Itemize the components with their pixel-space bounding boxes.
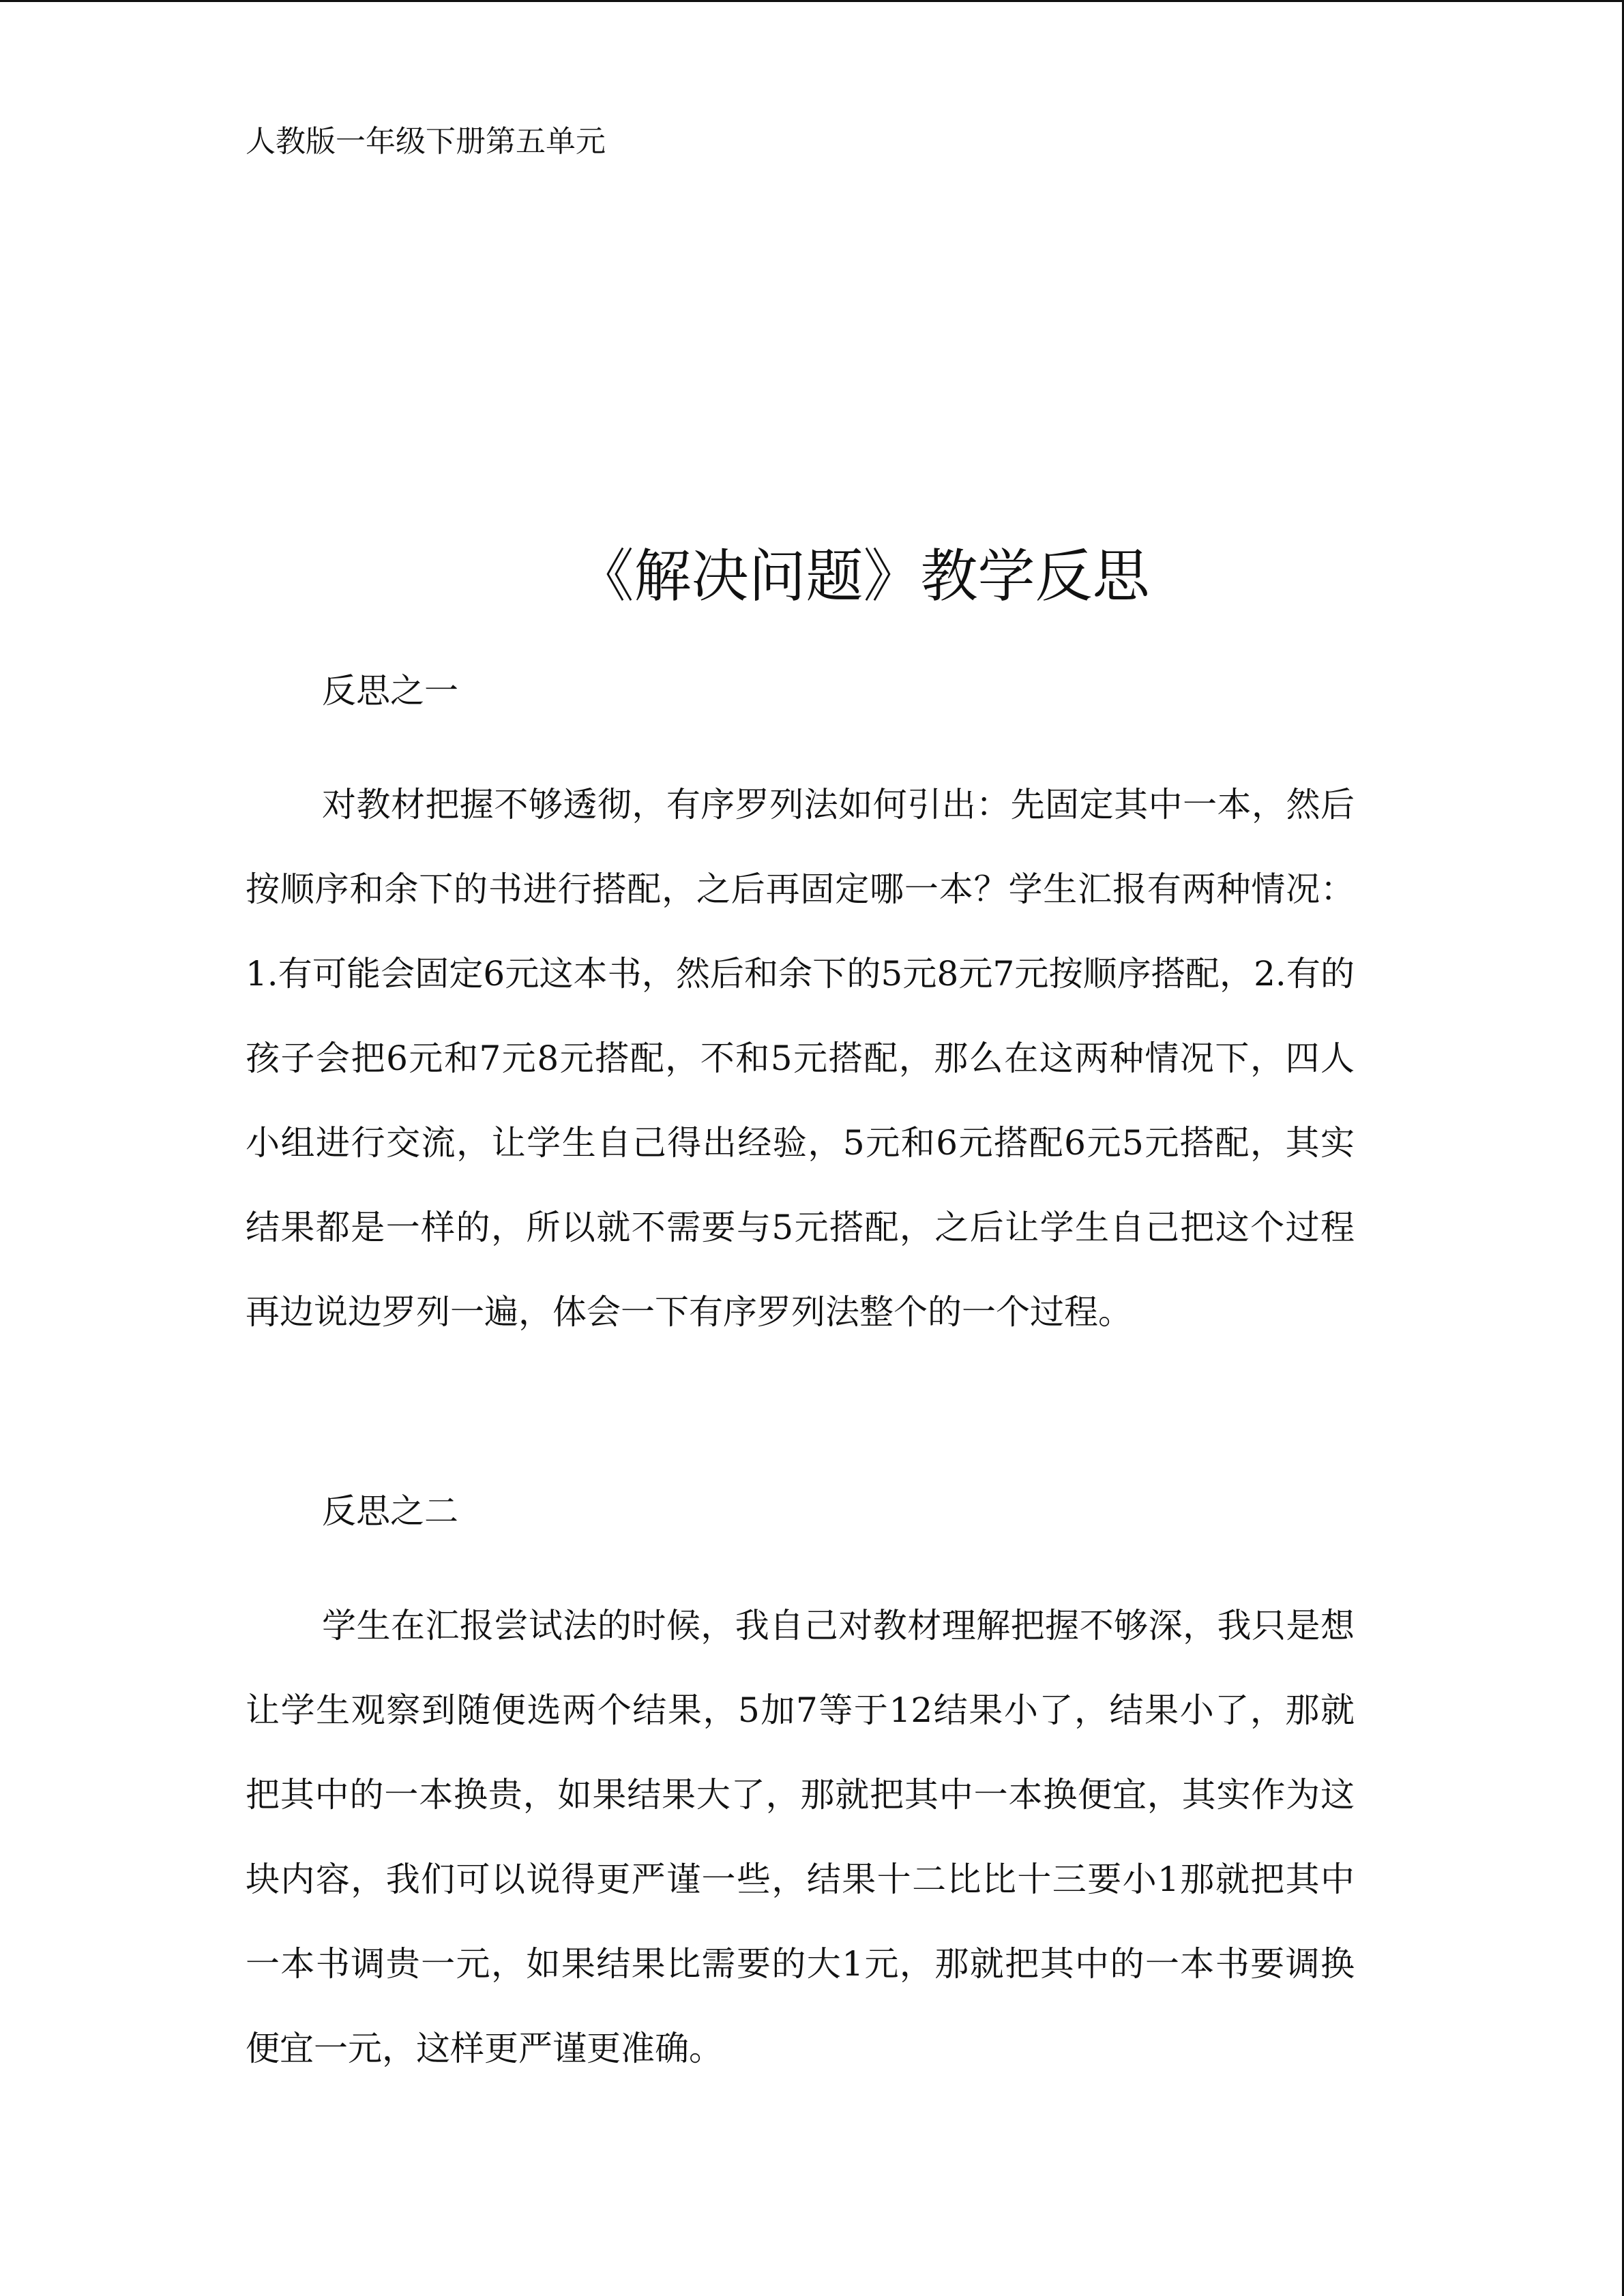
- section-heading-1: 反思之一: [322, 671, 458, 711]
- section-paragraph-1: 对教材把握不够透彻，有序罗列法如何引出：先固定其中一本，然后按顺序和余下的书进行搭配，之后再固定哪一本？学生汇报有两种情况：1.有可能会固定6元这本书，然后和余下的5元8元7元按顺序搭配，2.有的孩子会把6元和7元8元搭配，不和5元搭配，那么在这两种情况下，四人小组进行交流，让学生自己得出经验，5元和6元搭配6元5元搭配，其实结果都是一样的，所以就不需要与5元搭配，之后让学生自己把这个过程再边说边罗列一遍，体会一下有序罗列法整个的一个过程。: [246, 785, 1355, 1332]
- document-title: 《解决问题》教学反思: [576, 543, 1150, 610]
- page-border-top: [0, 0, 1624, 2]
- section-paragraph-2: 学生在汇报尝试法的时候，我自己对教材理解把握不够深，我只是想让学生观察到随便选两个结果，5加7等于12结果小了，结果小了，那就把其中的一本换贵，如果结果大了，那就把其中一本换便宜，其实作为这块内容，我们可以说得更严谨一些，结果十二比比十三要小1那就把其中一本书调贵一元，如果结果比需要的大1元，那就把其中的一本书要调换便宜一元，这样更严谨更准确。: [246, 1606, 1355, 2068]
- section-heading-2: 反思之二: [322, 1491, 458, 1531]
- document-header: 人教版一年级下册第五单元: [246, 124, 606, 159]
